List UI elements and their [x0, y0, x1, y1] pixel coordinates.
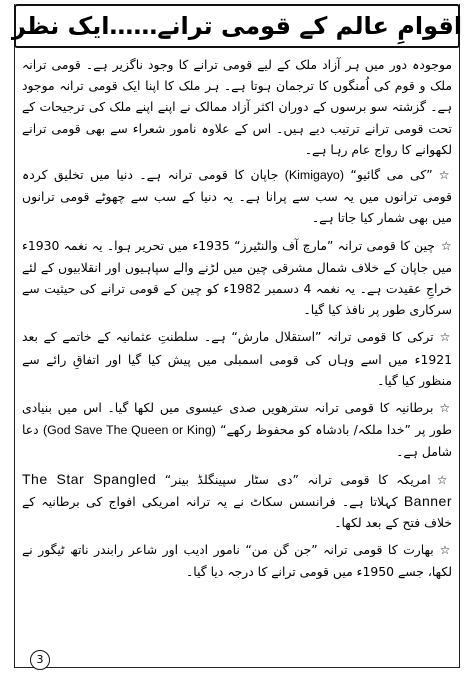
paragraph-text: دعا شامل ہے۔ [22, 422, 452, 460]
star-icon: ☆ [439, 543, 452, 558]
paragraph-britain [22, 397, 452, 463]
paragraph-america [22, 469, 452, 534]
paragraph-turkey [22, 326, 452, 391]
star-icon: ☆ [436, 472, 452, 487]
latin-text: (Kimigayo) [284, 168, 344, 183]
paragraph-text: جاپان کا قومی ترانہ ہے۔ دنیا میں تخلیق کردہ قومی ترانوں میں یہ سب سے پرانا ہے۔ یہ دنیا کے سب سے چھوٹے قومی ترانوں میں بھی شمار کیا جاتا ہے۔ [22, 167, 452, 226]
paragraph-text: ترکی کا قومی ترانہ ”استقلال مارش“ ہے۔ سلطنتِ عثمانیہ کے خاتمے کے بعد 1921ء میں اسے وہاں کی قومی اسمبلی میں پیش کیا گیا اور اتفاقِ رائے سے منظور کیا گیا۔ [22, 329, 452, 388]
paragraph-japan [22, 164, 452, 229]
intro-paragraph: موجودہ دور میں ہر آزاد ملک کے لیے قومی ترانے کا وجود ناگزیر ہے۔ قومی ترانہ ملک و قوم کی اُمنگوں کا ترجمان ہوتا ہے۔ ہر ملک کا اپنا ایک قومی ترانہ موجود ہے۔ گزشتہ سو برسوں کے دوران اکثر آزاد ممالک نے اپنے اپنے ملک کی ترجیحات کے تحت قومی ترانے ترتیب دیے ہیں۔ اس کے علاوہ نامور شعراء سے بھی قومی ترانے لکھوانے کا رواج عام رہا ہے۔ [22, 57, 452, 157]
paragraph-china [22, 235, 452, 321]
paragraph-text: کہلاتا ہے۔ فرانسس سکاٹ نے یہ ترانہ امریکی افواج کی برطانیہ کے خلاف فتح کے بعد لکھا۔ [22, 493, 452, 531]
article-body [22, 54, 452, 589]
paragraph-text: بھارت کا قومی ترانہ ”جن گن من“ نامور ادیب اور شاعر رابندر ناتھ ٹیگور نے لکھا، جسے 1950ء میں قومی ترانے کا درجہ دیا گیا۔ [22, 542, 452, 580]
page-number: 3 [30, 650, 50, 670]
star-icon: ☆ [439, 401, 452, 416]
title-box [11, 4, 463, 48]
latin-text: (God Save The Queen or King) [42, 423, 216, 438]
paragraph-india [22, 539, 452, 582]
star-icon: ☆ [438, 168, 453, 183]
star-icon: ☆ [439, 330, 453, 345]
paragraph-text: برطانیہ کا قومی ترانہ سترھویں صدی عیسوی میں لکھا گیا۔ اس میں بنیادی طور پر ”خدا ملکہ/ بادشاہ کو محفوظ رکھے“ [22, 400, 453, 438]
paragraph-text: امریکہ کا قومی ترانہ ”دی سٹار سپینگلڈ بینر“ [156, 471, 431, 487]
paragraph-text: چین کا قومی ترانہ ”مارچ آف والنٹیرز“ 1935ء میں تحریر ہوا۔ یہ نغمہ 1930ء میں جاپان کے خلاف شمال مشرقی چین میں لڑنے والے سپاہیوں اور انقلابیوں کے لئے خراجِ عقیدت ہے۔ یہ نغمہ 4 دسمبر 1982ء کو چین کے قومی ترانے کی حیثیت سے سرکاری طور پر نافذ کیا گیا۔ [22, 237, 452, 318]
paragraph-text: ”کی می گائیو“ [343, 167, 433, 183]
latin-text: The Star Spangled Banner [22, 470, 452, 509]
page-title: اقوامِ عالم کے قومی ترانے……ایک نظر [11, 12, 463, 40]
star-icon: ☆ [440, 238, 453, 253]
